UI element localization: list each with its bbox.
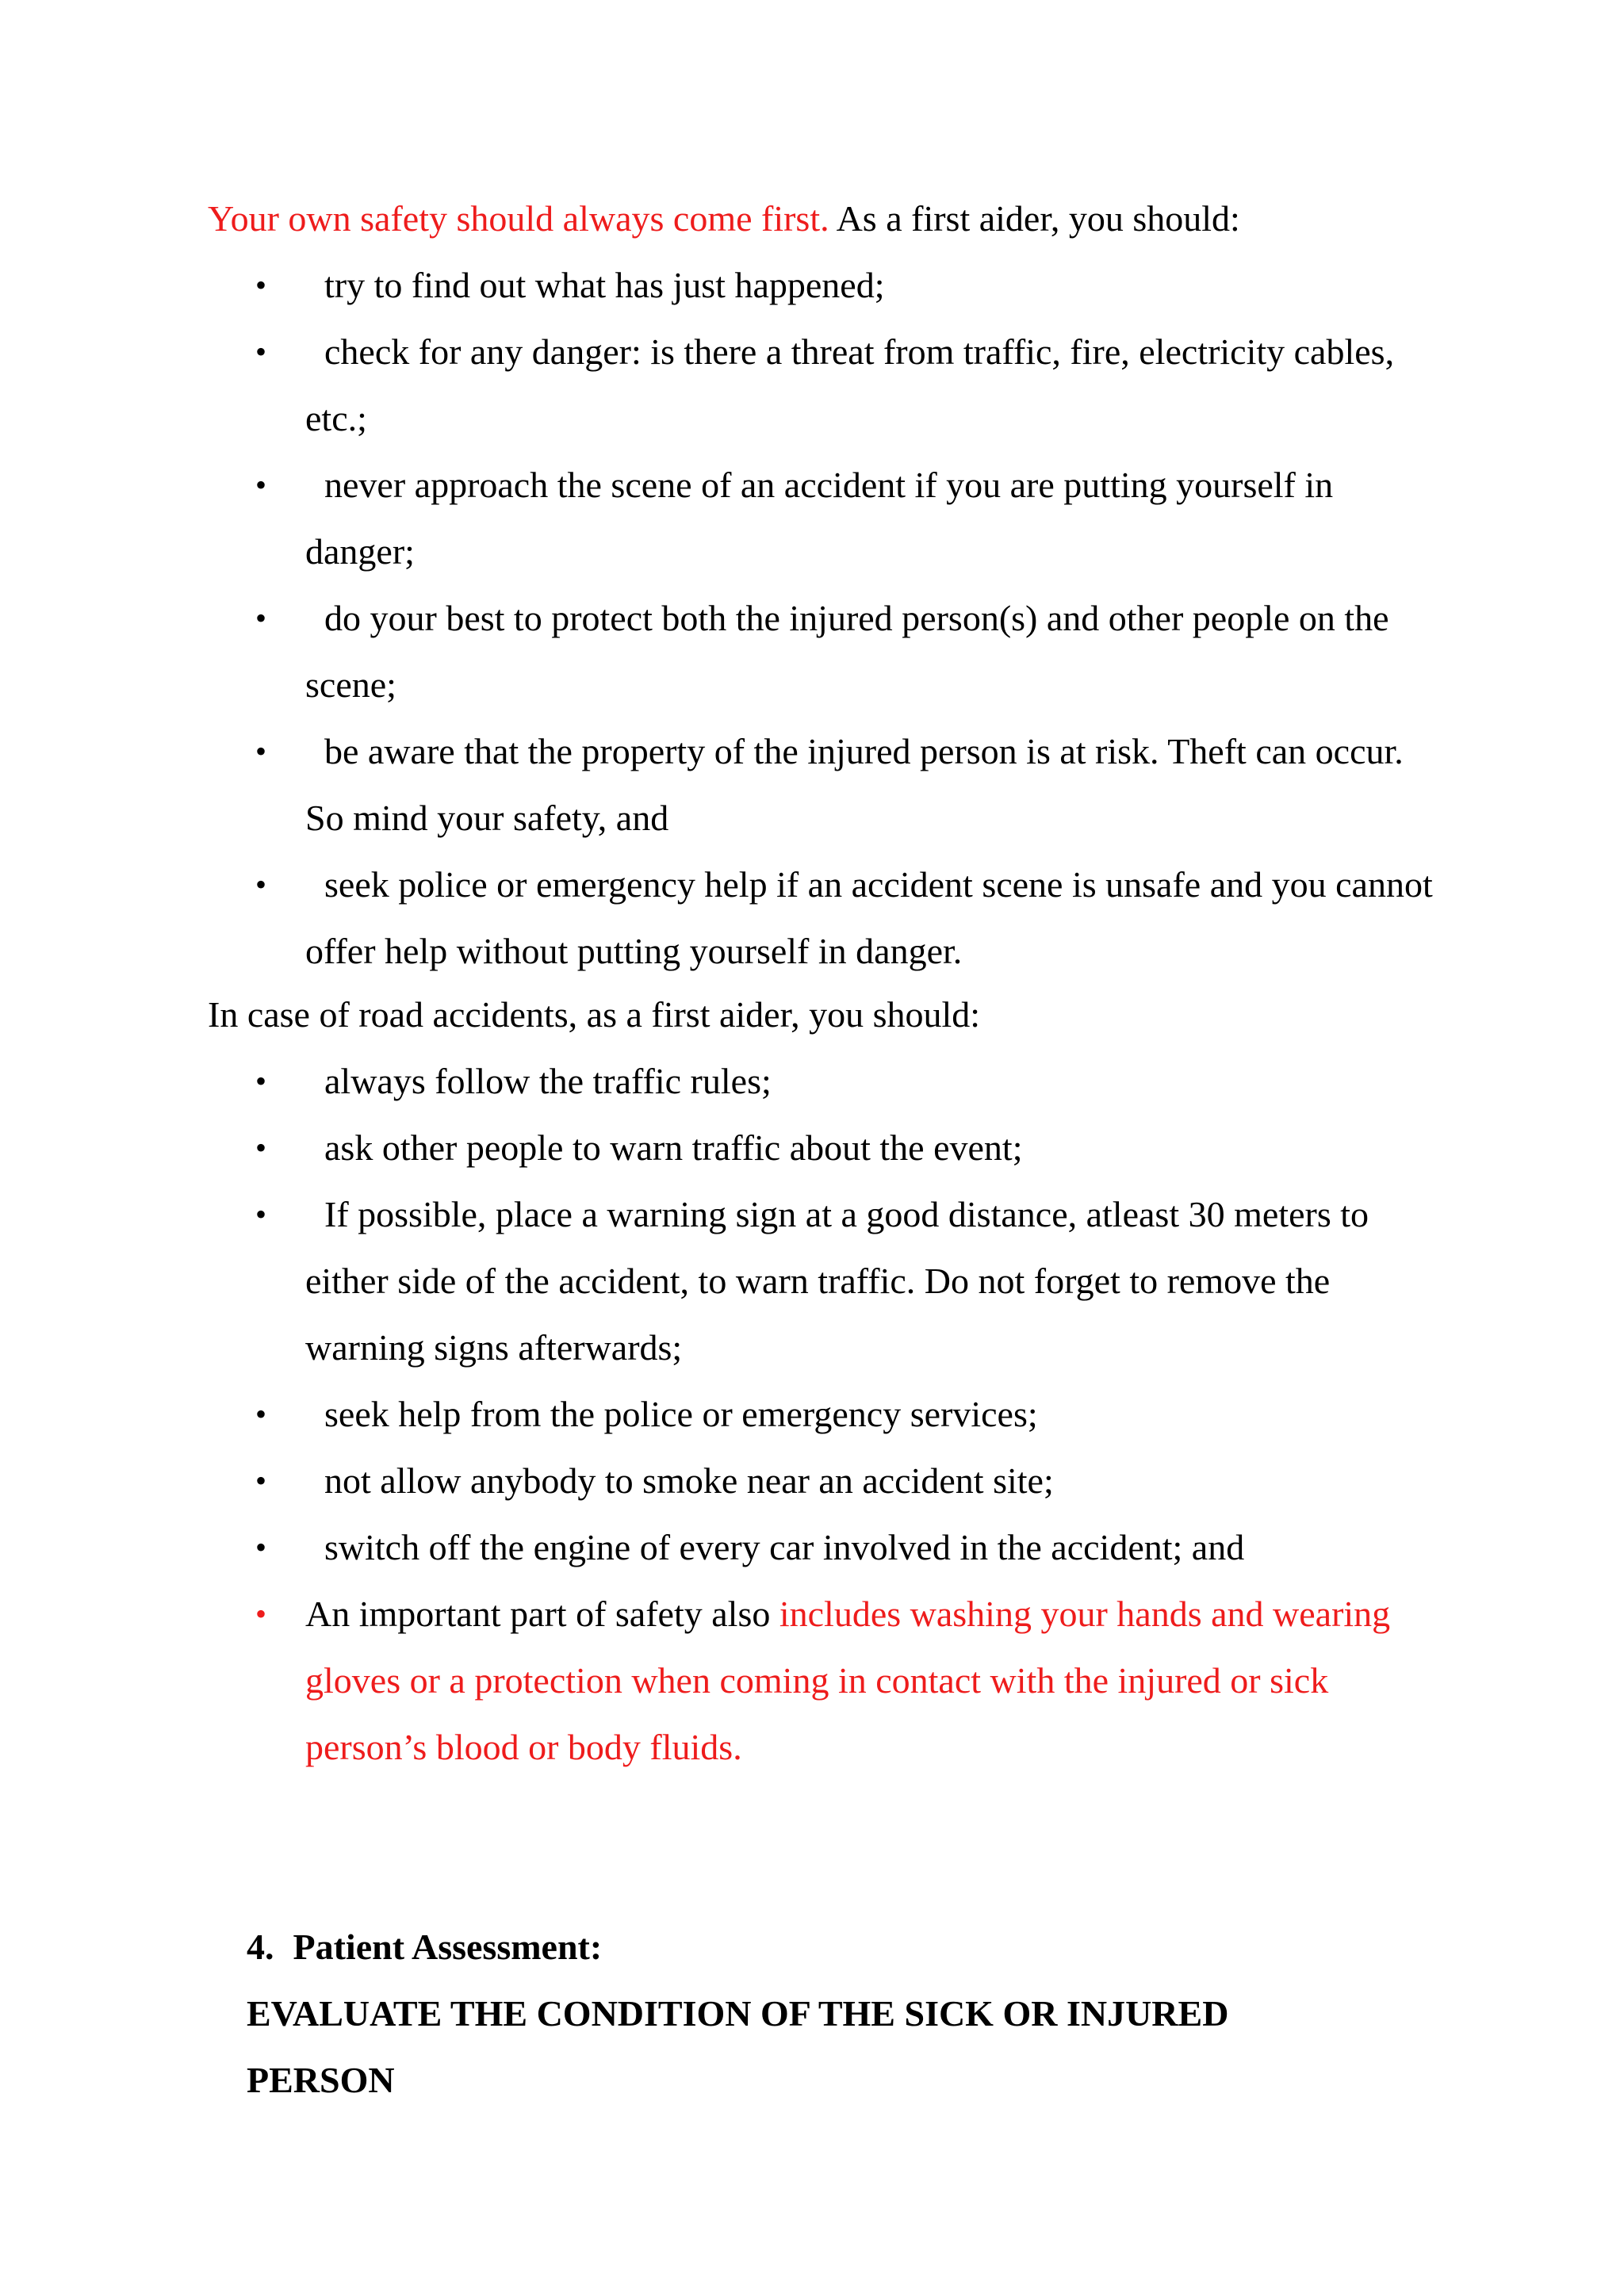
bullet-icon: • xyxy=(255,867,267,902)
intro-paragraph xyxy=(208,186,1240,252)
list-item xyxy=(0,851,1439,985)
list-item xyxy=(0,252,1439,319)
bullet-icon: • xyxy=(255,733,267,769)
road-list xyxy=(0,1048,1439,1781)
list-item xyxy=(0,1448,1439,1514)
road-intro-paragraph: In case of road accidents, as a first aider, you should: xyxy=(208,994,981,1035)
bullet-icon: • xyxy=(255,1196,267,1232)
bullet-icon: • xyxy=(255,1596,267,1632)
list-item xyxy=(0,1048,1439,1115)
bullet-icon: • xyxy=(255,467,267,503)
list-item xyxy=(0,585,1439,718)
list-item-text: not allow anybody to smoke near an accident site; xyxy=(324,1460,1054,1501)
hygiene-highlight-text: includes washing your hands and wearing gloves or a protection when coming in contact with the injured or sick person’s blood or body fluids. xyxy=(305,1594,1391,1767)
list-item-text: do your best to protect both the injured person(s) and other people on the scene; xyxy=(305,598,1389,705)
bullet-icon: • xyxy=(255,334,267,369)
intro-highlight: Your own safety should always come first. xyxy=(208,198,829,239)
list-item-text: ask other people to warn traffic about the event; xyxy=(324,1127,1023,1168)
list-item-text: never approach the scene of an accident if you are putting yourself in danger; xyxy=(305,465,1334,572)
list-item-text: If possible, place a warning sign at a good distance, atleast 30 meters to either side of the accident, to warn traffic. Do not forget to remove the warning signs afterwards; xyxy=(305,1194,1369,1368)
list-item xyxy=(0,1181,1439,1381)
list-item xyxy=(0,718,1439,851)
list-item xyxy=(0,1514,1439,1581)
section-title: Patient Assessment: xyxy=(293,1927,603,1967)
list-item-text: check for any danger: is there a threat from traffic, fire, electricity cables, etc.; xyxy=(305,331,1395,438)
bullet-icon: • xyxy=(255,1529,267,1565)
list-item-text: try to find out what has just happened; xyxy=(324,265,885,305)
list-item-text: always follow the traffic rules; xyxy=(324,1061,772,1101)
list-item-text: seek help from the police or emergency services; xyxy=(324,1394,1038,1434)
list-item xyxy=(0,1115,1439,1181)
list-item-text: be aware that the property of the injured person is at risk. Theft can occur. So mind your safety, and xyxy=(305,731,1404,838)
list-item-hygiene xyxy=(0,1581,1439,1781)
section-number: 4. xyxy=(247,1927,274,1967)
bullet-icon: • xyxy=(255,600,267,636)
bullet-icon: • xyxy=(255,1463,267,1498)
intro-rest: As a first aider, you should: xyxy=(829,198,1240,239)
bullet-icon: • xyxy=(255,1396,267,1432)
section-subtitle: EVALUATE THE CONDITION OF THE SICK OR INJURED PERSON xyxy=(247,1993,1229,2100)
safety-list xyxy=(0,252,1439,985)
hygiene-plain-text: An important part of safety also xyxy=(305,1594,779,1634)
list-item xyxy=(0,452,1439,585)
list-item-text: switch off the engine of every car involved in the accident; and xyxy=(324,1527,1245,1567)
list-item-text: seek police or emergency help if an accident scene is unsafe and you cannot offer help without putting yourself in danger. xyxy=(305,864,1433,971)
list-item xyxy=(0,319,1439,452)
bullet-icon: • xyxy=(255,267,267,303)
bullet-icon: • xyxy=(255,1063,267,1099)
list-item xyxy=(0,1381,1439,1448)
section-heading xyxy=(247,1914,602,1980)
bullet-icon: • xyxy=(255,1130,267,1165)
